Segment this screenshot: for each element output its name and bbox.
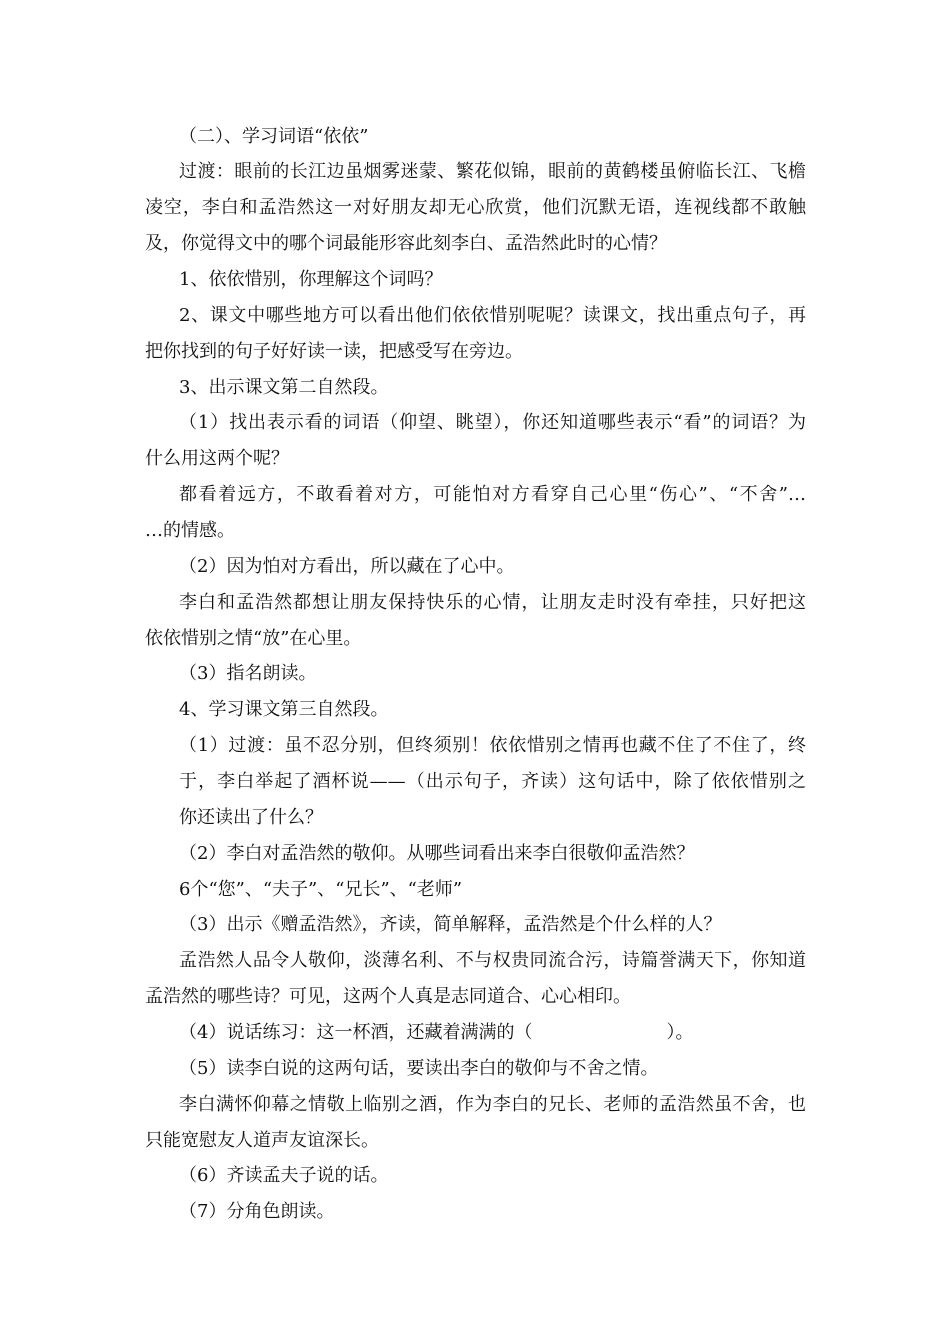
list-item: 1、依依惜别，你理解这个词吗？: [179, 269, 443, 290]
list-item: （3）出示《赠孟浩然》，齐读，简单解释，孟浩然是个什么样的人？: [179, 914, 722, 935]
paragraph-line: 孟浩然的哪些诗？可见，这两个人真是志同道合、心心相印。: [145, 986, 631, 1007]
paragraph-line: 6个“您”、“夫子”、“兄长”、“老师”: [179, 879, 463, 900]
exercise-prompt: （4）说话练习：这一杯酒，还藏着满满的（: [179, 1022, 533, 1043]
list-item: （6）齐读孟夫子说的话。: [179, 1165, 389, 1186]
list-item: 2、课文中哪些地方可以看出他们依依惜别呢呢？读课文，找出重点句子，再: [179, 305, 806, 326]
paragraph-line: 把你找到的句子好好读一读，把感受写在旁边。: [145, 341, 523, 362]
list-item: 4、学习课文第三自然段。: [179, 699, 389, 720]
paragraph-line: 你还读出了什么？: [179, 807, 323, 828]
paragraph-line: 都看着远方，不敢看着对方，可能怕对方看穿自己心里“伤心”、“不舍”…: [179, 484, 806, 505]
list-item: （1）过渡：虽不忍分别，但终须别！依依惜别之情再也藏不住了不住了，终: [179, 735, 806, 756]
paragraph-line: 于，李白举起了酒杯说——（出示句子，齐读）这句话中，除了依依惜别之: [179, 771, 806, 792]
list-item: （1）找出表示看的词语（仰望、眺望），你还知道哪些表示“看”的词语？为: [179, 412, 806, 433]
paragraph-line: 及，你觉得文中的哪个词最能形容此刻李白、孟浩然此时的心情？: [145, 233, 667, 254]
paragraph-line: 过渡：眼前的长江边虽烟雾迷蒙、繁花似锦，眼前的黄鹤楼虽俯临长江、飞檐: [179, 161, 806, 182]
list-item: （5）读李白说的这两句话，要读出李白的敬仰与不舍之情。: [179, 1058, 659, 1079]
paragraph-line: …的情感。: [145, 520, 235, 541]
fill-in-exercise: [179, 1021, 693, 1045]
paragraph-line: 依依惜别之情“放”在心里。: [145, 628, 362, 649]
paragraph-line: 孟浩然人品令人敬仰，淡薄名利、不与权贵同流合污，诗篇誉满天下，你知道: [179, 950, 806, 971]
list-item: （7）分角色朗读。: [179, 1201, 335, 1222]
list-item: （3）指名朗读。: [179, 663, 317, 684]
exercise-close: ）。: [666, 1022, 694, 1043]
paragraph-line: 李白满怀仰幕之情敬上临别之酒，作为李白的兄长、老师的孟浩然虽不舍，也: [179, 1094, 806, 1115]
section-heading: （二）、学习词语“依依”: [179, 126, 369, 147]
paragraph-line: 李白和孟浩然都想让朋友保持快乐的心情，让朋友走时没有牵挂，只好把这: [179, 592, 806, 613]
paragraph-line: 什么用这两个呢？: [145, 448, 289, 469]
paragraph-line: 凌空，李白和孟浩然这一对好朋友却无心欣赏，他们沉默无语，连视线都不敢触: [145, 197, 806, 218]
list-item: 3、出示课文第二自然段。: [179, 377, 389, 398]
list-item: （2）因为怕对方看出，所以藏在了心中。: [179, 556, 515, 577]
paragraph-line: 只能宽慰友人道声友谊深长。: [145, 1130, 379, 1151]
list-item: （2）李白对孟浩然的敬仰。从哪些词看出来李白很敬仰孟浩然？: [179, 843, 695, 864]
